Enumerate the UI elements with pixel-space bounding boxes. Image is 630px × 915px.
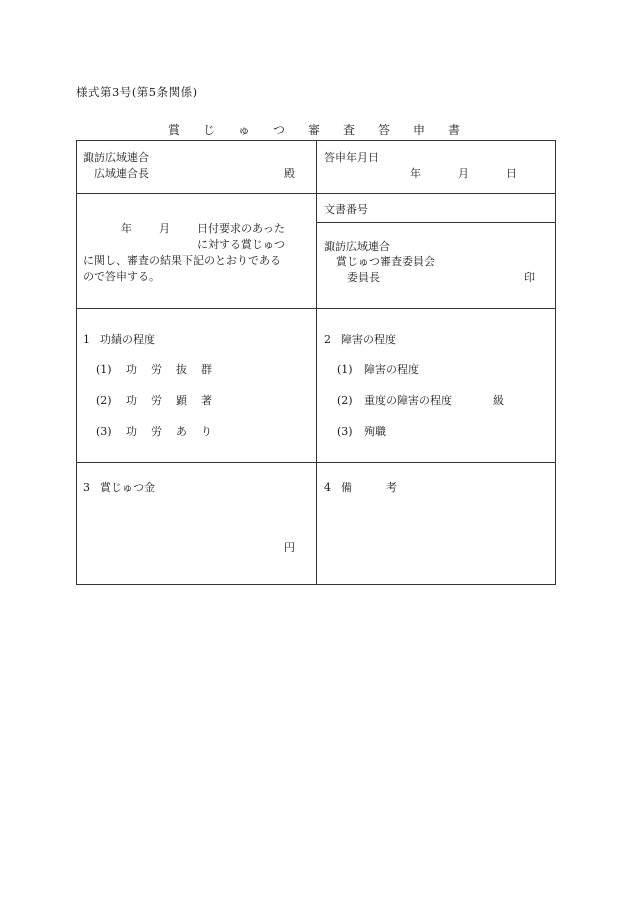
title-char: 申 xyxy=(413,123,426,137)
committee-name: 賞じゅつ審査委員会 xyxy=(336,255,435,268)
table-rule xyxy=(317,222,555,223)
merit-item xyxy=(96,364,212,375)
remarks-heading-number: 4 xyxy=(324,481,331,494)
document-title xyxy=(168,121,483,138)
remarks-char: 備 xyxy=(341,481,352,494)
request-line3: に関し、審査の結果下記のとおりである xyxy=(83,254,281,267)
report-date-label: 答申年月日 xyxy=(324,151,379,164)
title-char: 賞 xyxy=(168,123,181,137)
disability-heading: 障害の程度 xyxy=(341,333,396,346)
item-char: 労 xyxy=(151,363,162,376)
award-heading-number: 3 xyxy=(83,481,90,494)
item-char: あ xyxy=(176,425,187,438)
merit-heading: 功績の程度 xyxy=(100,333,155,346)
request-line1: 日付要求のあった xyxy=(197,222,285,235)
merit-item xyxy=(96,395,212,406)
report-date-year: 年 xyxy=(410,167,421,180)
item-char: 群 xyxy=(201,363,212,376)
item-char: 著 xyxy=(201,394,212,407)
item-char: 抜 xyxy=(176,363,187,376)
title-char: つ xyxy=(273,123,286,137)
addressee-position: 広域連合長 xyxy=(94,167,149,180)
committee-chair: 委員長 xyxy=(347,271,380,284)
merit-heading-number: 1 xyxy=(83,333,90,346)
doc-number-label: 文書番号 xyxy=(324,203,368,216)
item-number: (3) xyxy=(337,425,353,438)
item-number: (2) xyxy=(96,394,112,407)
disability-item xyxy=(337,426,386,437)
item-number: (3) xyxy=(96,425,112,438)
item-char: 功 xyxy=(126,425,137,438)
report-date-day: 日 xyxy=(506,167,517,180)
item-char: り xyxy=(201,425,212,438)
request-year: 年 xyxy=(121,222,132,235)
form-table xyxy=(76,140,556,585)
committee-org: 諏訪広域連合 xyxy=(324,240,390,253)
item-label: 殉職 xyxy=(364,425,386,438)
item-number: (1) xyxy=(337,363,353,376)
title-char: 答 xyxy=(378,123,391,137)
title-char: じ xyxy=(203,123,216,137)
remarks-heading xyxy=(341,482,397,493)
item-suffix: 級 xyxy=(493,394,504,407)
item-number: (2) xyxy=(337,394,353,407)
disability-item xyxy=(337,395,504,406)
title-char: 審 xyxy=(308,123,321,137)
request-month: 月 xyxy=(159,222,170,235)
request-line4: ので答申する。 xyxy=(83,270,160,283)
addressee-org: 諏訪広域連合 xyxy=(83,151,149,164)
title-char: 書 xyxy=(448,123,461,137)
table-rule xyxy=(316,141,317,584)
committee-seal: 印 xyxy=(524,271,535,284)
item-label: 重度の障害の程度 xyxy=(364,394,452,407)
merit-item xyxy=(96,426,212,437)
item-char: 労 xyxy=(151,425,162,438)
item-char: 功 xyxy=(126,394,137,407)
disability-item xyxy=(337,364,419,375)
item-char: 功 xyxy=(126,363,137,376)
report-date-month: 月 xyxy=(458,167,469,180)
remarks-char: 考 xyxy=(386,481,397,494)
item-number: (1) xyxy=(96,363,112,376)
award-unit: 円 xyxy=(284,541,295,554)
request-line2: に対する賞じゅつ xyxy=(197,238,285,251)
disability-heading-number: 2 xyxy=(324,333,331,346)
title-char: 査 xyxy=(343,123,356,137)
item-char: 顕 xyxy=(176,394,187,407)
item-label: 障害の程度 xyxy=(364,363,419,376)
title-char: ゅ xyxy=(238,123,251,137)
item-char: 労 xyxy=(151,394,162,407)
award-heading: 賞じゅつ金 xyxy=(100,481,155,494)
form-label: 様式第3号(第5条関係) xyxy=(76,85,198,99)
addressee-honorific: 殿 xyxy=(284,167,295,180)
